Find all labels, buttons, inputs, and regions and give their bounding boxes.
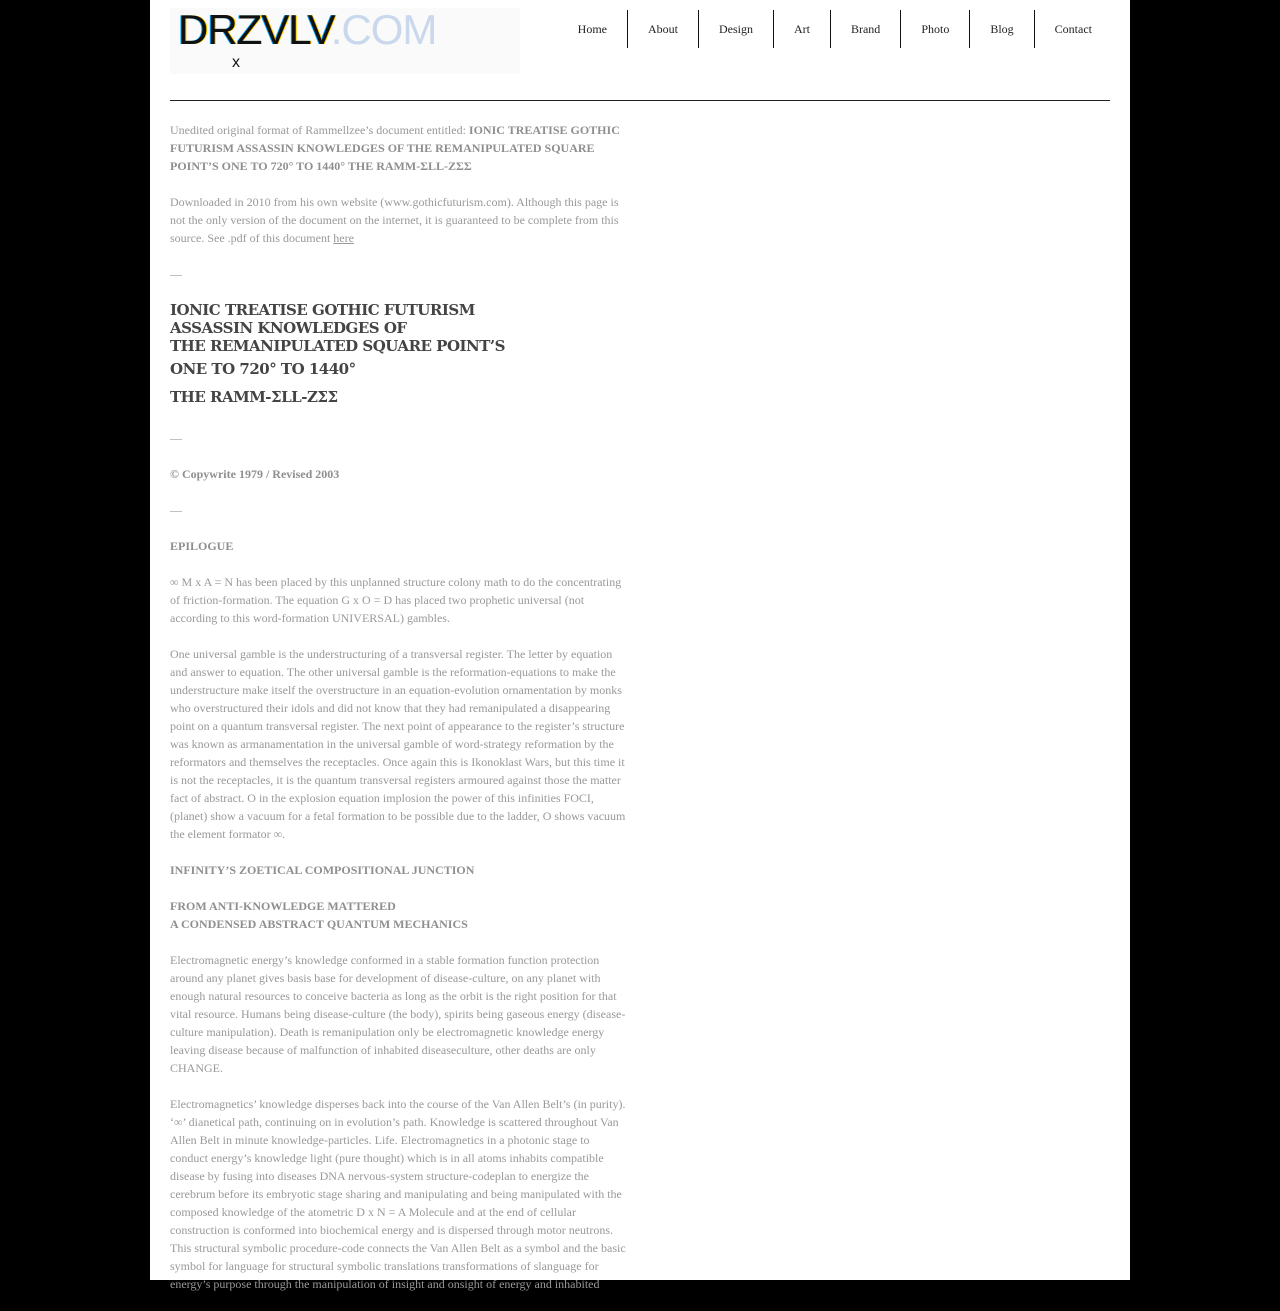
site-logo[interactable]	[170, 8, 520, 74]
heading-block	[170, 861, 630, 879]
pdf-link[interactable]: here	[333, 231, 354, 245]
nav-design[interactable]: Design	[698, 10, 773, 48]
download-note	[170, 193, 630, 247]
title-line: ONE TO 720° TO 1440°	[170, 360, 356, 378]
section-heading: EPILOGUE	[170, 539, 234, 553]
paragraph: Electromagnetic energy’s knowledge conformed in a stable formation function protection around any planet gives basis base for development of disease-culture, on any planet with enough natural resources to conceive bacteria as long as the orbit is the right position for that vital resource. Humans being disease-culture (the body), spirits being gaseous energy (disease-culture manipulation). Death is remanipulation only be electromagnetic knowledge energy leaving disease because of malfunction of inhabited diseaseculture, other deaths are only CHANGE.	[170, 953, 626, 1075]
nav-about[interactable]: About	[627, 10, 698, 48]
logo-main: DRZVLV	[178, 6, 331, 53]
title-line: THE RAMM-ΣLL-ZΣΣ	[170, 388, 338, 406]
separator: —	[170, 267, 182, 281]
nav-art[interactable]: Art	[773, 10, 830, 48]
paragraph: One universal gamble is the understructuring of a transversal register. The letter by equation and answer to equation. The other universal gamble is the reformation-equations to make the understructure make itself the overstructure in an equation-evolution ornamentation by monks who overstructured their idols and did not know that they had remanipulated a disappearing point on a quantum transversal register. The next point of appearance to the register’s structure was known as armanamentation in the universal gamble of word-strategy reformation by the reformators and themselves the receptacles. Once again this is Ikonoklast Wars, but this time it is not the receptacles, it is the quantum transversal registers armoured against those the matter fact of abstract. O in the explosion equation implosion the power of this infinities FOCI, (planet) show a vacuum for a fetal formation to be possible due to the ladder, O shows vacuum the element formator ∞.	[170, 647, 626, 841]
copyright: © Copywrite 1979 / Revised 2003	[170, 467, 340, 481]
article-content	[170, 121, 630, 1311]
main-nav	[558, 10, 1112, 48]
epilogue-block	[170, 537, 630, 555]
logo-wordmark	[178, 8, 436, 52]
title-line: ASSASSIN KNOWLEDGES OF	[170, 319, 407, 337]
paragraph: Electromagnetics’ knowledge disperses back into the course of the Van Allen Belt’s (in purity). ‘∞’ dianetical path, continuing on in evolution’s path. Knowledge is scattered throughout Van Allen Belt in minute knowledge-particles. Life. Electromagnetics in a photonic stage to conduct energy’s knowledge light (pure thought) which is in all atoms inhabits compatible disease by fusing into diseases DNA nervous-system structure-codeplan to energize the cerebrum before its embryotic stage sharing and manipulating and being manipulated with the composed knowledge of the atometric D x N = A Molecule and at the end of cellular construction is conformed into biochemical energy and is dispersed through motor neutrons. This structural symbolic procedure-code connects the Van Allen Belt as a symbol and the basic symbol for language for structural symbolic translations transformations of slanguage for energy’s purpose through the manipulation of insight and onsight of energy and inhabited	[170, 1097, 626, 1291]
heading-block	[170, 897, 630, 933]
download-text: Downloaded in 2010 from his own website (www.gothicfuturism.com). Although this page is not the only version of the document on the internet, it is guaranteed to be complete from this source. See .pdf of this document	[170, 195, 619, 245]
nav-home[interactable]: Home	[577, 22, 607, 36]
header-divider	[170, 100, 1110, 101]
nav-brand[interactable]: Brand	[830, 10, 900, 48]
title-line: THE REMANIPULATED SQUARE POINT’S	[170, 337, 505, 355]
intro-title: IONIC TREATISE GOTHIC FUTURISM ASSASSIN KNOWLEDGES OF THE REMANIPULATED SQUARE POINT’S ONE TO 720° TO 1440° THE RAMM-ΣLL-ZΣΣ	[170, 123, 620, 173]
section-subheading: A CONDENSED ABSTRACT QUANTUM MECHANICS	[170, 917, 468, 931]
separator: —	[170, 503, 182, 517]
title-image	[170, 301, 630, 411]
nav-blog[interactable]: Blog	[969, 10, 1033, 48]
logo-rx: x	[232, 54, 240, 71]
section-heading: INFINITY’S ZOETICAL COMPOSITIONAL JUNCTION	[170, 863, 475, 877]
title-line: IONIC TREATISE GOTHIC FUTURISM	[170, 301, 475, 319]
section-heading: FROM ANTI-KNOWLEDGE MATTERED	[170, 899, 396, 913]
intro	[170, 121, 630, 175]
nav-contact[interactable]: Contact	[1034, 10, 1112, 48]
nav-photo[interactable]: Photo	[900, 10, 969, 48]
logo-suffix: .COM	[330, 6, 437, 53]
separator: —	[170, 431, 182, 445]
page	[150, 0, 1130, 1291]
intro-lead: Unedited original format of Rammellzee’s document entitled:	[170, 123, 469, 137]
paragraph: ∞ M x A = N has been placed by this unplanned structure colony math to do the concentrating of friction-formation. The equation G x O = D has placed two prophetic universal (not according to this word-formation UNIVERSAL) gambles.	[170, 575, 622, 625]
copyright-block	[170, 465, 630, 483]
